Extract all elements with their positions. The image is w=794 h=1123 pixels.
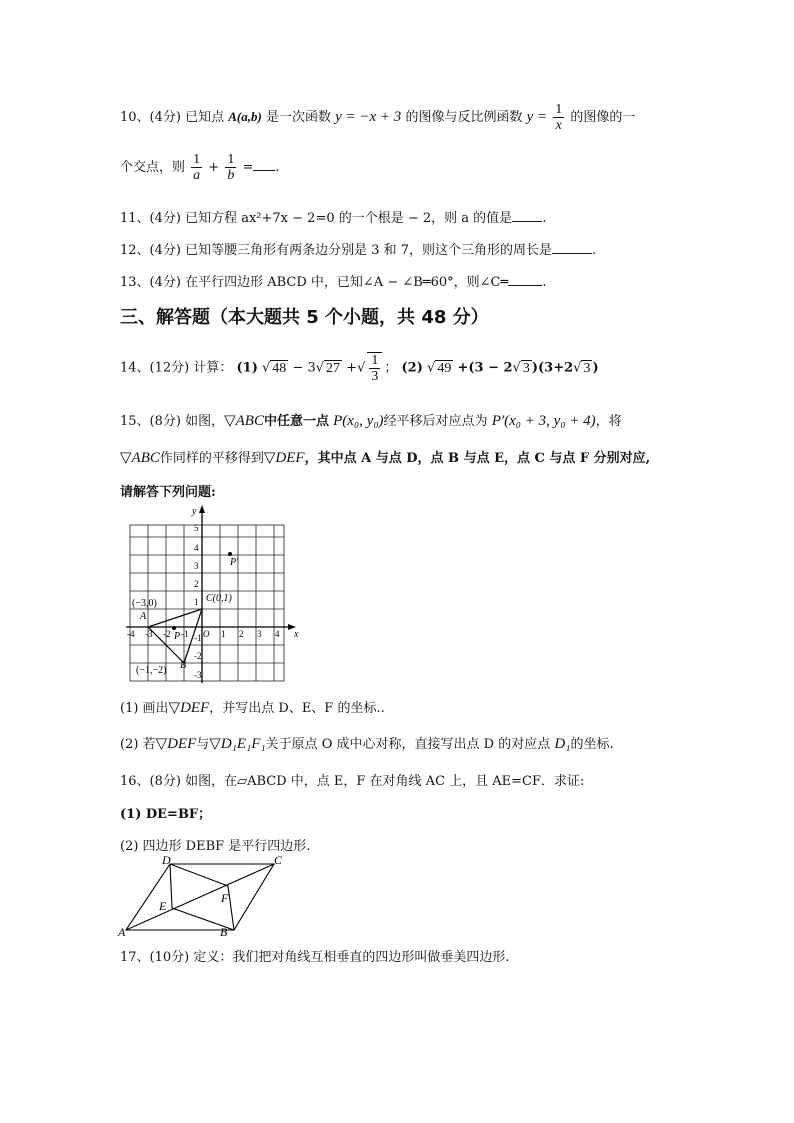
y-axis-arrow xyxy=(199,505,205,513)
y-tick-3: 3 xyxy=(194,561,199,571)
q15-sub2-d1: D₁ xyxy=(554,736,571,752)
q14-part2-label: (2) xyxy=(401,360,423,376)
q14-sqrt48: 48 xyxy=(272,360,287,376)
y-axis-label: y xyxy=(192,506,197,517)
q15-sub2-d: 的坐标. xyxy=(570,737,614,752)
q10-line2 xyxy=(120,152,280,183)
q14-sqrt3a: 3 xyxy=(522,360,530,376)
label-b-coord: (−1,−2) xyxy=(136,665,167,676)
q15-l1d: ，将 xyxy=(595,414,622,429)
y-tick-neg1: -1 xyxy=(194,633,202,643)
label-a-coord: (−3,0) xyxy=(132,598,157,609)
q15-sub2-b: 与 xyxy=(196,737,210,752)
x-tick-2: 2 xyxy=(239,629,244,639)
x-tick-neg4: -4 xyxy=(127,629,135,639)
q16-line1: 16、(8分) 如图，在▱ABCD 中，点 E，F 在对角线 AC 上，且 AE=CF．求证: xyxy=(120,774,585,789)
coordinate-graph xyxy=(122,505,302,685)
x-tick-4: 4 xyxy=(275,629,280,639)
q14-part1-label: (1) xyxy=(236,360,258,376)
x-tick-neg1: -1 xyxy=(181,629,189,639)
q17: 17、(10分) 定义：我们把对角线互相垂直的四边形叫做垂美四边形. xyxy=(120,950,510,965)
label-a: A xyxy=(140,611,147,622)
q15-l1b: 中任意一点 xyxy=(263,414,329,429)
q10-plus: + xyxy=(208,160,220,175)
q15-sub2-c: 关于原点 O 成中心对称，直接写出点 D 的对应点 xyxy=(265,737,551,752)
x-tick-neg2: -2 xyxy=(163,629,171,639)
x-tick-3: 3 xyxy=(257,629,262,639)
q15-l2c: ，其中点 A 与点 D，点 B 与点 E，点 C 与点 F 分别对应, xyxy=(304,451,651,466)
y-tick-1: 1 xyxy=(194,597,199,607)
q12 xyxy=(120,239,596,258)
q10-eq: = xyxy=(242,160,254,175)
q10-tail: 的图像的一 xyxy=(570,110,636,125)
q10-frac2: $\frac{1}{b}$ xyxy=(227,152,235,183)
vertex-d-label: D xyxy=(162,853,171,867)
q14-plus: + xyxy=(346,360,358,376)
y-tick-neg3: -3 xyxy=(194,670,202,680)
q11 xyxy=(120,207,546,226)
label-c: C(0,1) xyxy=(206,593,232,604)
q10-linear: y = −x + 3 xyxy=(335,109,402,125)
x-tick-origin: O xyxy=(203,629,210,639)
q12-end: . xyxy=(592,243,597,258)
q10-mid2: 的图像与反比例函数 xyxy=(405,110,523,125)
q15-p-point: P(x₀, y₀) xyxy=(333,413,384,429)
parallelogram-figure xyxy=(116,852,296,938)
q15-sub2-tri1: ▽DEF xyxy=(155,736,197,752)
point-p xyxy=(172,626,176,630)
q15-sub1-tri: ▽DEF xyxy=(168,700,210,716)
label-b: B xyxy=(180,660,187,671)
point-f-label: F xyxy=(221,891,229,905)
q10-inv-frac: $\frac{1}{x}$ xyxy=(555,102,563,133)
x-tick-neg3: -3 xyxy=(145,629,153,639)
q10-mid: 是一次函数 xyxy=(265,110,331,125)
y-tick-4: 4 xyxy=(194,543,199,553)
q16-sub1: (1) DE=BF； xyxy=(120,807,212,822)
x-tick-1: 1 xyxy=(221,629,226,639)
q10-line1 xyxy=(120,102,635,133)
q10-line2-prefix: 个交点，则 xyxy=(120,160,186,175)
q13-answer-blank[interactable] xyxy=(508,273,542,286)
q12-answer-blank[interactable] xyxy=(552,241,592,254)
point-p-prime xyxy=(228,552,232,556)
q14: 14、(12分) 计算： (1) √ 48 − 3√ 27 +√ $\frac{1}{3}$ ； (2) √ 49 +(3 − 2√ 3 )(3+2√ 3 ) xyxy=(120,353,599,384)
q11-end: . xyxy=(542,211,547,226)
q15-l2b: 作同样的平移得到 xyxy=(159,451,264,466)
q13-text: 13、(4分) 在平行四边形 ABCD 中，已知∠A − ∠B═60°，则∠C═ xyxy=(120,275,509,290)
y-tick-2: 2 xyxy=(194,579,199,589)
x-axis-label: x xyxy=(294,629,299,640)
label-p-prime: P′ xyxy=(230,557,239,568)
q15-line1 xyxy=(120,410,622,430)
q11-text: 11、(4分) 已知方程 ax²+7x − 2=0 的一个根是 − 2，则 a 的值是 xyxy=(120,211,513,226)
q10-prefix: 10、(4分) 已知点 xyxy=(120,110,225,125)
vertex-b-label: B xyxy=(220,925,228,938)
q15-sub1-b: ，并写出点 D、E、F 的坐标.. xyxy=(209,701,385,716)
q16-sub2: (2) 四边形 DEBF 是平行四边形. xyxy=(120,839,311,854)
q14-sqrt-one-third: $\frac{1}{3}$ xyxy=(367,352,382,384)
q10-point: A(a,b) xyxy=(228,109,262,124)
q14-sqrt27: 27 xyxy=(326,360,341,376)
q14-sqrt3b: 3 xyxy=(583,360,591,376)
q15-l1a: 15、(8分) 如图， xyxy=(120,414,225,429)
q15-l2-tri-abc: ▽ABC xyxy=(120,450,160,466)
q15-sub2-a: (2) 若 xyxy=(120,737,156,752)
q10-frac1: $\frac{1}{a}$ xyxy=(193,152,201,183)
section-heading: 三、解答题（本大题共 5 个小题，共 48 分） xyxy=(120,307,489,328)
q15-sub1 xyxy=(120,697,385,717)
q14-sqrt49: 49 xyxy=(437,360,452,376)
q15-tri-def: ▽DEF xyxy=(263,450,305,466)
q10-end: . xyxy=(275,160,280,175)
q12-text: 12、(4分) 已知等腰三角形有两条边分别是 3 和 7，则这个三角形的周长是 xyxy=(120,243,553,258)
q13 xyxy=(120,271,546,290)
q15-sub2 xyxy=(120,733,614,753)
q11-answer-blank[interactable] xyxy=(512,209,542,222)
q15-p-prime: P′(x₀ + 3, y₀ + 4) xyxy=(491,413,596,429)
q15-line2 xyxy=(120,447,650,467)
label-p: P xyxy=(174,631,181,642)
q15-sub1-a: (1) 画出 xyxy=(120,701,169,716)
q13-end: . xyxy=(542,275,547,290)
q14-rest2: )(3+2 xyxy=(531,360,574,376)
q10-inv-lhs: y = xyxy=(526,109,548,125)
y-tick-5: 5 xyxy=(194,523,199,533)
q15-sub2-tri2: ▽D₁E₁F₁ xyxy=(209,736,266,752)
q10-answer-blank[interactable] xyxy=(253,158,275,171)
y-tick-neg2: -2 xyxy=(194,651,202,661)
q14-semicolon: ； xyxy=(384,360,398,376)
q15-line3: 请解答下列问题: xyxy=(120,485,216,500)
q15-tri-abc: ▽ABC xyxy=(224,413,264,429)
q14-rest3: ) xyxy=(592,360,599,376)
vertex-a-label: A xyxy=(118,925,126,938)
q14-rest1: +(3 − 2 xyxy=(457,360,513,376)
q14-minus3: − 3 xyxy=(292,360,316,376)
vertex-c-label: C xyxy=(274,853,283,867)
point-e-label: E xyxy=(159,899,167,913)
q14-prefix: 14、(12分) 计算： xyxy=(120,360,233,376)
q15-l1c: 经平移后对应点为 xyxy=(383,414,488,429)
